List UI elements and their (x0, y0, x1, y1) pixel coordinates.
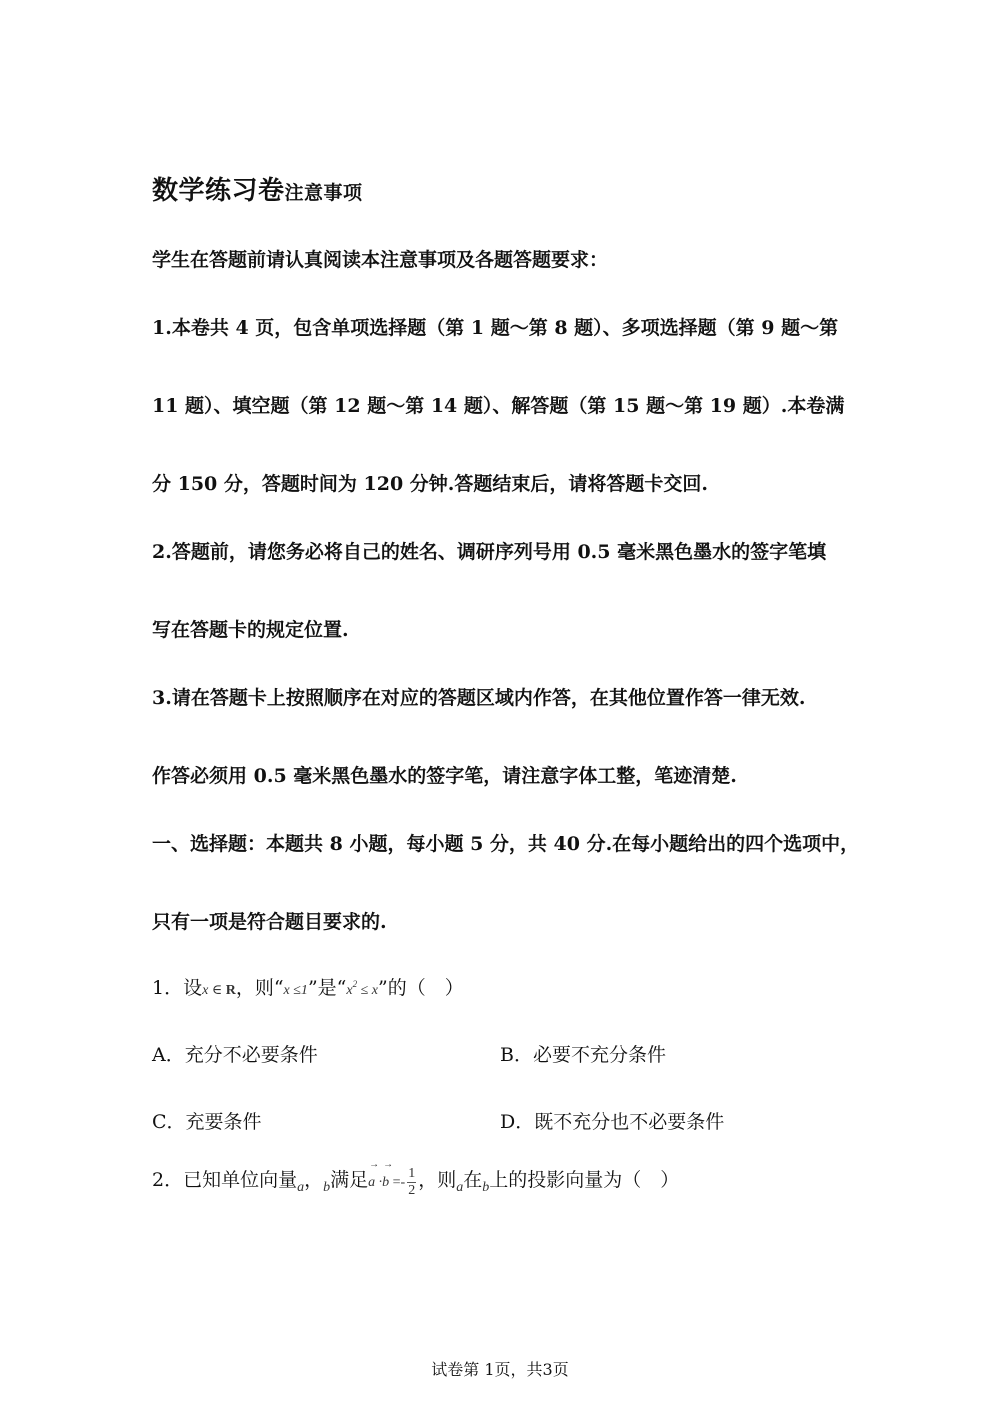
q2-dot-a-vec (368, 1159, 380, 1191)
vector-arrow-icon: → (369, 1159, 380, 1170)
section1-heading-line2: 只有一项是符合题目要求的. (152, 911, 387, 933)
notice-item1-line2: 11 题）、填空题（第 12 题～第 14 题）、解答题（第 15 题～第 19 题）.本卷满 (152, 395, 845, 417)
q1-text-is: ”是“ (307, 977, 347, 999)
q1-cond2-exp: 2 (352, 979, 358, 989)
q2-fraction (407, 1166, 416, 1199)
notice-item1-line3: 分 150 分，答题时间为 120 分钟.答题结束后，请将答题卡交回. (152, 473, 709, 495)
q2-eq: =- (389, 1175, 406, 1190)
q2-text-satisfy: 满足 (330, 1169, 369, 1191)
question-2 (152, 1159, 680, 1199)
q1-cond2 (346, 979, 378, 998)
q1-cond2-base: x (346, 983, 353, 998)
title-main: 数学练习卷 (152, 176, 285, 206)
q2-dot-b: b (382, 1175, 390, 1190)
q2-comma: ， (304, 1169, 324, 1191)
q2-frac-num: 1 (408, 1166, 416, 1182)
notice-item2-line2: 写在答题卡的规定位置. (152, 619, 349, 641)
notice-item2-line1: 2.答题前，请您务必将自己的姓名、调研序列号用 0.5 毫米黑色墨水的签字笔填 (152, 541, 827, 563)
q1-math-set (202, 983, 236, 998)
section1-heading-line1: 一、选择题：本题共 8 小题，每小题 5 分，共 40 分.在每小题给出的四个选项中， (152, 833, 860, 855)
question-1 (152, 973, 464, 1000)
q1-option-b[interactable]: B．必要不充分条件 (500, 1044, 666, 1066)
title-sub: 注意事项 (284, 182, 363, 204)
q1-option-c[interactable]: C．充要条件 (152, 1111, 262, 1133)
q1-prefix: 1．设 (152, 977, 203, 999)
q2-proj-a: a (456, 1180, 464, 1195)
q1-math-in: ∈ (211, 983, 223, 998)
q2-dot-expr (368, 1159, 418, 1199)
q2-vec-a: a (297, 1180, 305, 1195)
q2-text-on: 在 (463, 1169, 483, 1191)
q1-cond2-rest: ≤ x (357, 983, 378, 998)
q1-text-end: ”的（ ） (378, 977, 464, 999)
q1-cond1: x ≤1 (283, 983, 308, 998)
q1-math-R: R (225, 983, 236, 998)
q2-text-end: 上的投影向量为（ ） (489, 1169, 680, 1191)
notice-intro: 学生在答题前请认真阅读本注意事项及各题答题要求： (152, 249, 609, 271)
q1-option-d[interactable]: D．既不充分也不必要条件 (500, 1111, 725, 1133)
q2-text-then: ，则 (418, 1169, 457, 1191)
q2-prefix: 2．已知单位向量 (152, 1169, 298, 1191)
q2-dot-a: a (368, 1175, 376, 1190)
q2-proj-b: b (482, 1180, 490, 1195)
q1-option-a[interactable]: A．充分不必要条件 (152, 1044, 318, 1066)
q1-text-then: ，则“ (235, 977, 284, 999)
notice-item3-line2: 作答必须用 0.5 毫米黑色墨水的签字笔，请注意字体工整，笔迹清楚. (152, 765, 737, 787)
page-title (152, 170, 363, 207)
q2-vec-b: b (323, 1180, 331, 1195)
vector-arrow-icon: → (383, 1159, 394, 1170)
q2-dot-b-vec (382, 1159, 394, 1191)
q2-frac-den: 2 (408, 1183, 416, 1199)
notice-item3-line1: 3.请在答题卡上按照顺序在对应的答题区域内作答，在其他位置作答一律无效. (152, 687, 806, 709)
q2-dot-op: · (378, 1175, 383, 1190)
q1-math-var: x (202, 983, 209, 998)
page-footer: 试卷第 1页，共3页 (431, 1360, 569, 1379)
notice-item1-line1: 1.本卷共 4 页，包含单项选择题（第 1 题～第 8 题）、多项选择题（第 9 题～第 (152, 317, 839, 339)
